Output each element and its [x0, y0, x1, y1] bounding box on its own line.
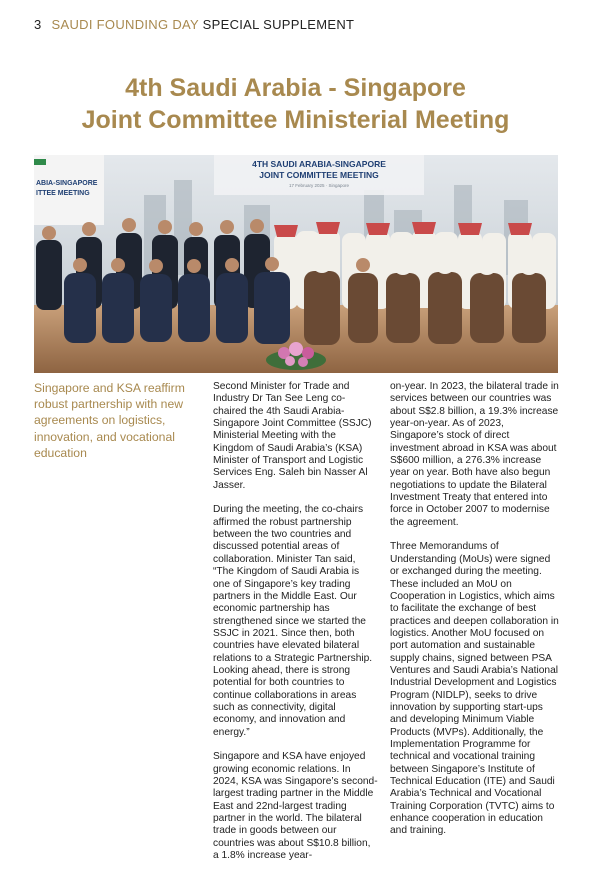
paragraph: Three Memorandums of Understanding (MoUs) were signed or exchanged during the meeting. These included an MoU on Cooperation in Logistics, which aims to facilitate the exchange of best practices and deepen collaboration in logistics. Another MoU focused on port automation and sustainable supply chains, signed between PSA Ventures and Saudi Arabia’s National Industrial Development and Logistics Program (NIDLP), seeks to drive innovation by supporting start-ups and developing Minimum Viable Products (MVPs). Additionally, the Implementation Programme for technical and vocational training between Singapore’s Institute of Technical Education (ITE) and Saudi Arabia’s Technical and Vocational Training Corporation (TVTC) aims to enhance cooperation in education and training.	[390, 541, 559, 837]
backdrop-date: 17 February 2025 · Singapore	[288, 183, 350, 188]
running-header	[34, 17, 354, 32]
backdrop-title-line2: JOINT COMMITTEE MEETING	[259, 170, 379, 180]
article-standfirst: Singapore and KSA reaffirm robust partnership with new agreements on logistics, innovation, and vocational education	[34, 381, 185, 460]
side-banner-line1: ABIA-SINGAPORE	[36, 180, 98, 187]
paragraph: on-year. In 2023, the bilateral trade in services between our countries was about S$2.8 billion, a 19.3% increase year-on-year. As of 2023, Singapore’s stock of direct investment abroad in KSA was about S$600 million, a 276.3% increase year on year. Both have also begun negotiations to update the Bilateral Investment Treaty that entered into force in October 2007 to modernise the agreement.	[390, 381, 559, 528]
side-banner-line2: ITTEE MEETING	[36, 190, 90, 197]
article-title-line2: Joint Committee Ministerial Meeting	[81, 106, 510, 134]
body-column-2	[213, 381, 378, 875]
body-column-3	[390, 381, 560, 850]
page-number: 3	[34, 17, 42, 32]
article-title-line1: 4th Saudi Arabia - Singapore	[125, 74, 466, 102]
paragraph: During the meeting, the co-chairs affirmed the robust partnership between the two countries and discussed potential areas of collaboration. Minister Tan said, “The Kingdom of Saudi Arabia is one of Singapore’s key trading partners in the Middle East. Our economic partnership has strengthened since we started the SSJC in 2021. Since then, both countries have elevated bilateral relations to a Strategic Partnership. Looking ahead, there is strong potential for both countries to continue collaborations in areas such as connectivity, digital economy, and innovation and energy.”	[213, 504, 373, 738]
paragraph: Second Minister for Trade and Industry Dr Tan See Leng co-chaired the 4th Saudi Arabia-Singapore Joint Committee (SSJC) Ministerial Meeting with the Kingdom of Saudi Arabia’s (KSA) Minister of Transport and Logistic Services Eng. Saleh bin Nasser Al Jasser.	[213, 381, 372, 491]
article-title	[0, 72, 591, 136]
backdrop-title-line1: 4TH SAUDI ARABIA-SINGAPORE	[252, 159, 386, 169]
group-photo-illustration	[34, 155, 558, 373]
section-title-rest: SPECIAL SUPPLEMENT	[202, 17, 355, 32]
group-photo	[34, 155, 558, 373]
paragraph: Singapore and KSA have enjoyed growing economic relations. In 2024, KSA was Singapore’s second-largest trading partner in the Middle East and 22nd-largest trading partner in the world. The bilateral trade in goods between our countries was about S$10.8 billion, a 1.8% increase year-	[213, 751, 378, 862]
section-title-accent: SAUDI FOUNDING DAY	[51, 17, 199, 32]
